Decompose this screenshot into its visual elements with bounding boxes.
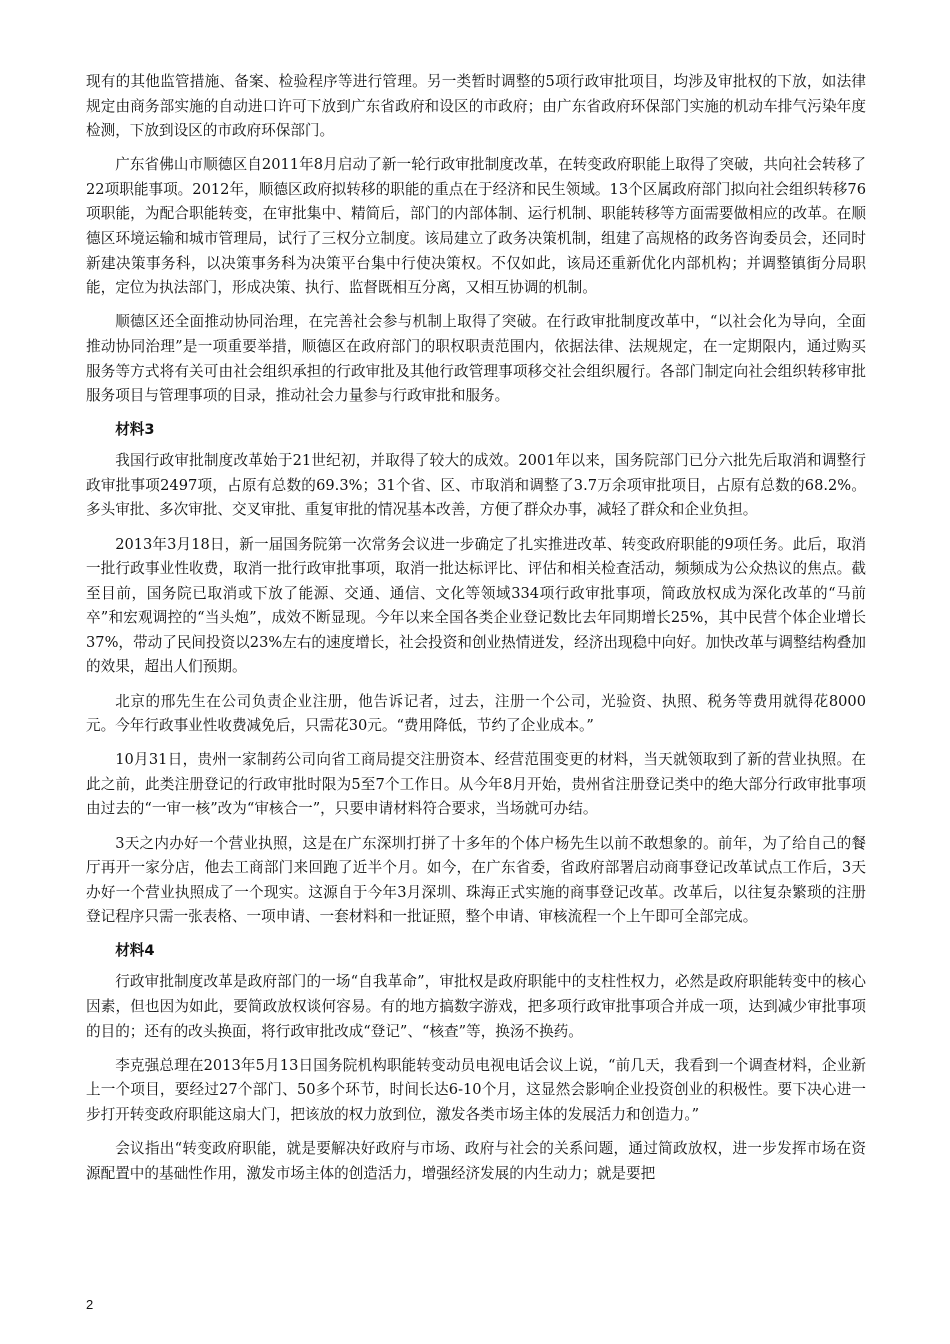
document-body xyxy=(86,70,866,1196)
paragraph-continuation: 现有的其他监管措施、备案、检验程序等进行管理。另一类暂时调整的5项行政审批项目，均涉及审批权的下放，如法律规定由商务部实施的自动进口许可下放到广东省政府和设区的市政府；由广东省政府环保部门实施的机动车排气污染年度检测，下放到设区的市政府环保部门。 xyxy=(86,73,866,140)
paragraph-shenzhen-example: 3天之内办好一个营业执照，这是在广东深圳打拼了十多年的个体户杨先生以前不敢想象的。前年，为了给自己的餐厅再开一家分店，他去工商部门来回跑了近半个月。如今，在广东省委，省政府部署启动商事登记改革试点工作后，3天办好一个营业执照成了一个现实。这源自于今年3月深圳、珠海正式实施的商事登记改革。改革后，以往复杂繁琐的注册登记程序只需一张表格、一项申请、一套材料和一批证照，整个申请、审核流程一个上午即可全部完成。 xyxy=(86,834,866,926)
paragraph-beijing-example: 北京的邢先生在公司负责企业注册，他告诉记者，过去，注册一个公司，光验资、执照、税务等费用就得花8000元。今年行政事业性收费减免后，只需花30元。“费用降低，节约了企业成本。” xyxy=(86,692,866,735)
paragraph-premier-speech: 李克强总理在2013年5月13日国务院机构职能转变动员电视电话会议上说，“前几天，我看到一个调查材料，企业新上一个项目，要经过27个部门、50多个环节，时间长达6-10个月，这显然会影响企业投资创业的积极性。要下决心进一步打开转变政府职能这扇大门，把该放的权力放到位，激发各类市场主体的发展活力和创造力。” xyxy=(86,1056,866,1123)
paragraph-shunde-reform: 广东省佛山市顺德区自2011年8月启动了新一轮行政审批制度改革，在转变政府职能上取得了突破，共向社会转移了22项职能事项。2012年，顺德区政府拟转移的职能的重点在于经济和民生领域。13个区属政府部门拟向社会组织转移76项职能，为配合职能转变，在审批集中、精简后，部门的内部体制、运行机制、职能转移等方面需要做相应的改革。在顺德区环境运输和城市管理局，试行了三权分立制度。该局建立了政务决策机制，组建了高规格的政务咨询委员会，还同时新建决策事务科，以决策事务科为决策平台集中行使决策权。不仅如此，该局还重新优化内部机构；并调整镇街分局职能，定位为执法部门，形成决策、执行、监督既相互分离，又相互协调的机制。 xyxy=(86,156,866,297)
paragraph-self-revolution: 行政审批制度改革是政府部门的一场“自我革命”，审批权是政府职能中的支柱性权力，必然是政府职能转变中的核心因素，但也因为如此，要简政放权谈何容易。有的地方搞数字游戏，把多项行政审批事项合并成一项，达到减少审批事项的目的；还有的改头换面，将行政审批改成“登记”、“核查”等，换汤不换药。 xyxy=(86,973,866,1040)
paragraph-state-council-2013: 2013年3月18日，新一届国务院第一次常务会议进一步确定了扎实推进改革、转变政府职能的9项任务。此后，取消一批行政事业性收费，取消一批行政审批事项，取消一批达标评比、评估和相关检查活动，频频成为公众热议的焦点。截至目前，国务院已取消或下放了能源、交通、通信、文化等领域334项行政审批事项，简政放权成为深化改革的“马前卒”和宏观调控的“当头炮”，成效不断显现。今年以来全国各类企业登记数比去年同期增长25%，其中民营个体企业增长37%，带动了民间投资以23%左右的速度增长，社会投资和创业热情迸发，经济出现稳中向好。加快改革与调整结构叠加的效果，超出人们预期。 xyxy=(86,535,866,676)
paragraph-reform-history: 我国行政审批制度改革始于21世纪初，并取得了较大的成效。2001年以来，国务院部门已分六批先后取消和调整行政审批事项2497项，占原有总数的69.3%；31个省、区、市取消和调整了3.7万余项审批项目，占原有总数的68.2%。多头审批、多次审批、交叉审批、重复审批的情况基本改善，方便了群众办事，减轻了群众和企业负担。 xyxy=(86,452,866,519)
section-heading-material-4: 材料4 xyxy=(115,942,155,960)
paragraph-meeting-conclusion: 会议指出“转变政府职能，就是要解决好政府与市场、政府与社会的关系问题，通过简政放权，进一步发挥市场在资源配置中的基础性作用，激发市场主体的创造活力，增强经济发展的内生动力；就是要把 xyxy=(86,1139,866,1182)
page-number: 2 xyxy=(86,1297,94,1312)
paragraph-shunde-governance: 顺德区还全面推动协同治理，在完善社会参与机制上取得了突破。在行政审批制度改革中，“以社会化为导向，全面推动协同治理”是一项重要举措，顺德区在政府部门的职权职责范围内，依据法律、法规规定，在一定期限内，通过购买服务等方式将有关可由社会组织承担的行政审批及其他行政管理事项移交社会组织履行。各部门制定向社会组织转移审批服务项目与管理事项的目录，推动社会力量参与行政审批和服务。 xyxy=(86,313,866,405)
paragraph-guizhou-example: 10月31日，贵州一家制药公司向省工商局提交注册资本、经营范围变更的材料，当天就领取到了新的营业执照。在此之前，此类注册登记的行政审批时限为5至7个工作日。从今年8月开始，贵州省注册登记类中的绝大部分行政审批事项由过去的“一审一核”改为“审核合一”，只要申请材料符合要求，当场就可办结。 xyxy=(86,751,866,818)
section-heading-material-3: 材料3 xyxy=(115,421,155,439)
